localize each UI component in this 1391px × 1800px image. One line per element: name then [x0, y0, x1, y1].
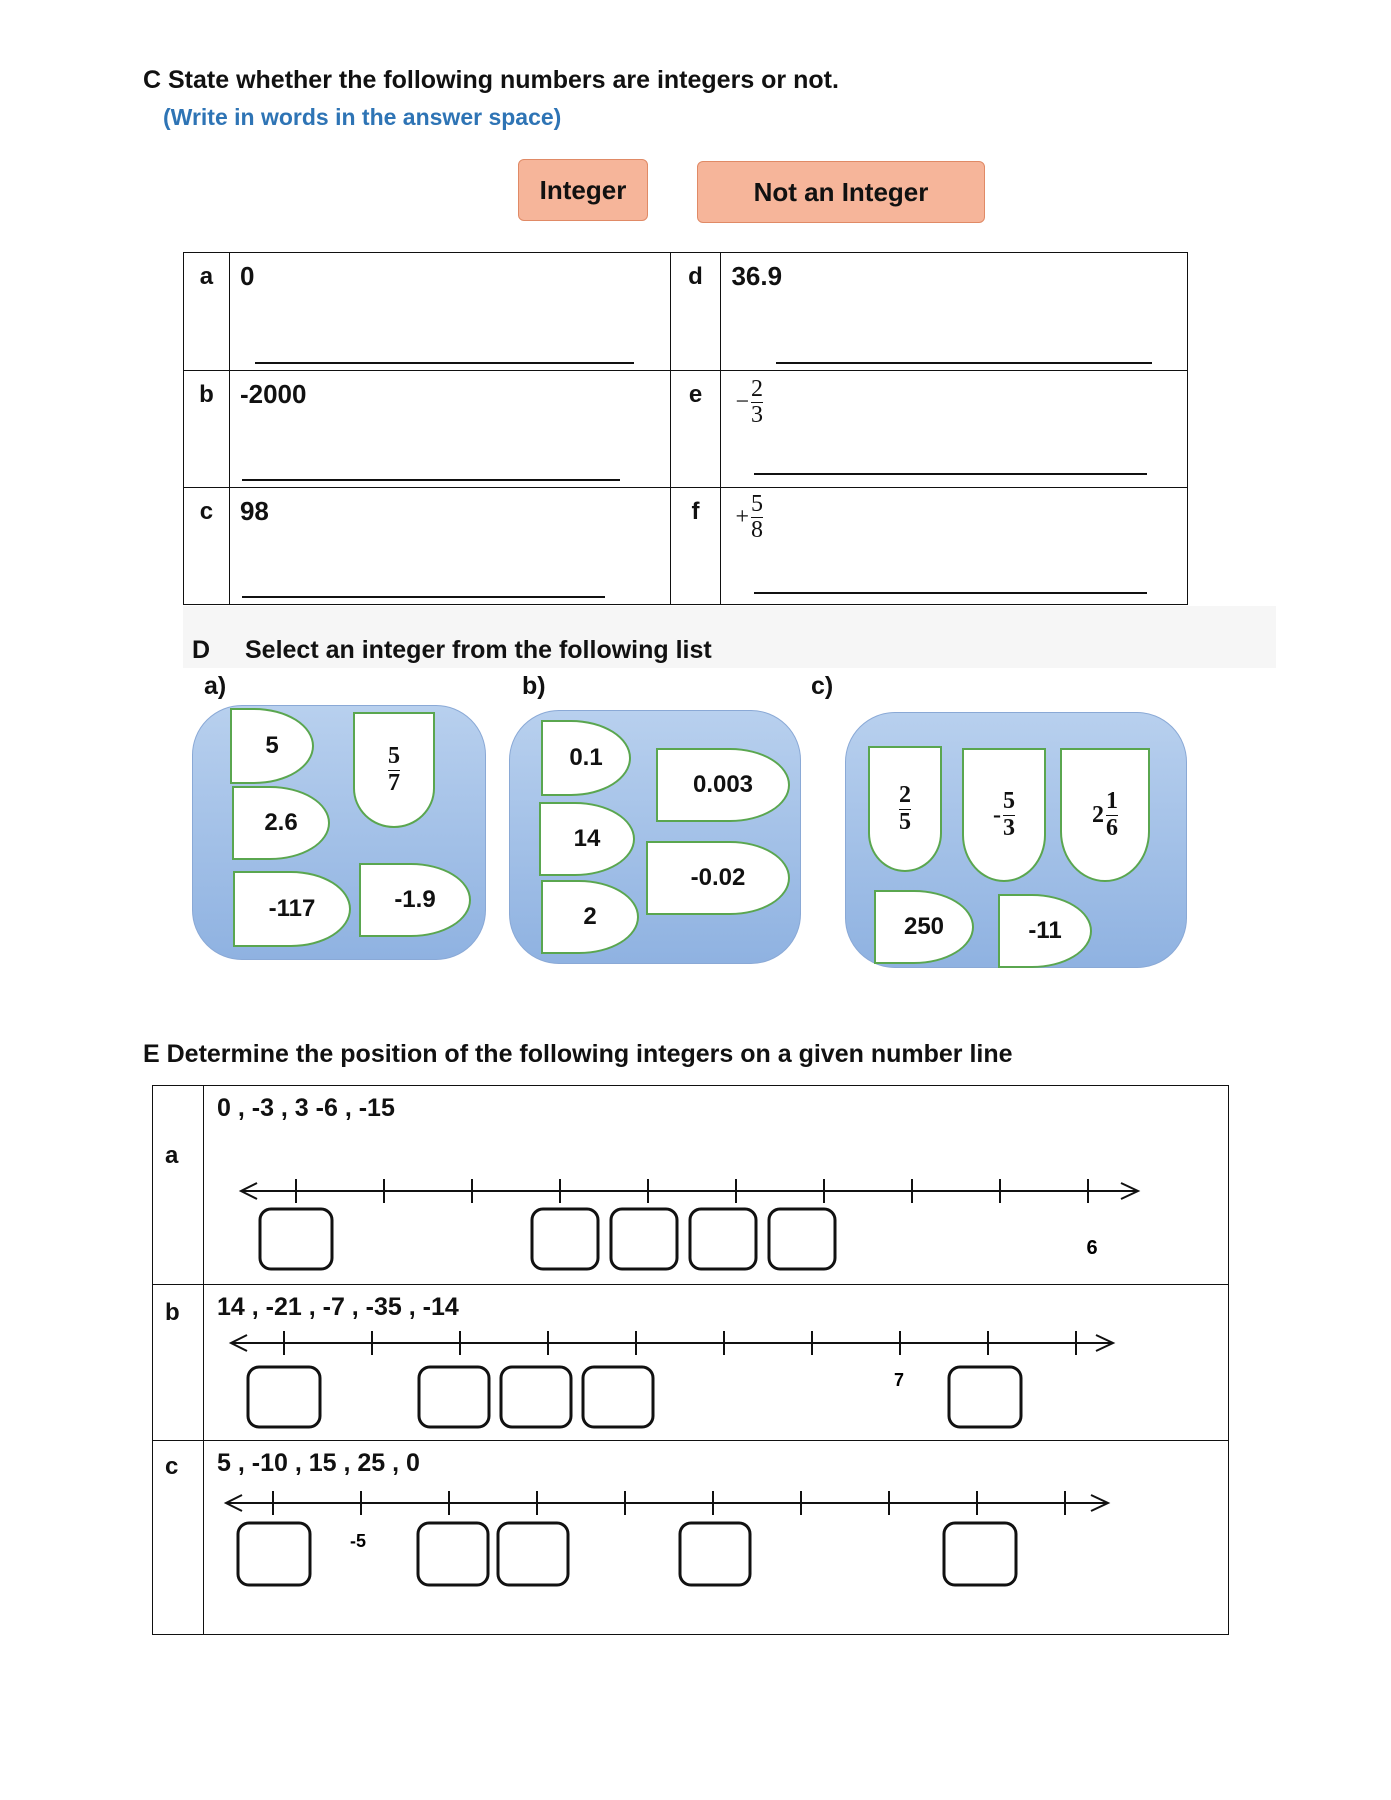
whole-2-1-6: 2	[1092, 801, 1104, 828]
section-c-table	[183, 252, 1188, 605]
answer-box-c-5	[944, 1523, 1016, 1585]
number-line-b	[223, 1325, 1143, 1439]
choice-a-1-9[interactable]: -1.9	[359, 863, 471, 937]
sign-f: +	[735, 504, 750, 531]
choice-a-2-6[interactable]: 2.6	[232, 786, 330, 860]
section-d-title: Select an integer from the following list	[245, 636, 712, 664]
value-f	[721, 488, 1188, 605]
section-c-title: C State whether the following numbers are integers or not.	[143, 66, 839, 94]
answer-box-a-3	[611, 1209, 677, 1269]
row-letter-a: a	[184, 253, 230, 371]
fraction-1-6: $\frac{1}{6}$	[1106, 788, 1118, 841]
row-e-list-a: 0 , -3 , 3 -6 , -15	[217, 1094, 395, 1122]
row-letter-d: d	[670, 253, 721, 371]
value-c: 98	[229, 488, 670, 605]
row-letter-e: e	[670, 371, 721, 488]
row-letter-c: c	[184, 488, 230, 605]
answer-box-b-2	[419, 1367, 489, 1427]
choice-b-0-02[interactable]: -0.02	[646, 841, 790, 915]
row-letter-b: b	[184, 371, 230, 488]
fraction-5-7: $\frac{5}{7}$	[388, 743, 400, 796]
tick-label-b: 7	[893, 1370, 905, 1390]
value-a: 0	[229, 253, 670, 371]
choice-c-2-5[interactable]	[868, 746, 942, 872]
tick-label-c: -5	[349, 1531, 367, 1551]
fraction-5-3: $\frac{5}{3}$	[1003, 788, 1015, 841]
row-e-a	[153, 1086, 1228, 1285]
value-e	[721, 371, 1188, 488]
sign-e: −	[735, 389, 750, 416]
group-b-label: b)	[522, 672, 546, 700]
answer-box-a-4	[690, 1209, 756, 1269]
answer-line-c[interactable]	[242, 596, 605, 598]
choice-b-2[interactable]: 2	[541, 880, 639, 954]
row-letter-f: f	[670, 488, 721, 605]
answer-line-f[interactable]	[754, 592, 1147, 594]
number-line-c	[218, 1479, 1138, 1599]
section-c-instruction: (Write in words in the answer space)	[163, 104, 562, 130]
choice-a-117[interactable]: -117	[233, 871, 351, 947]
answer-box-a-2	[532, 1209, 598, 1269]
group-c-label: c)	[811, 672, 834, 700]
answer-line-a[interactable]	[255, 362, 634, 364]
row-e-list-c: 5 , -10 , 15 , 25 , 0	[217, 1449, 420, 1477]
row-e-letter-c: c	[165, 1453, 179, 1480]
row-e-c	[153, 1441, 1228, 1635]
group-a-label: a)	[204, 672, 227, 700]
answer-box-c-4	[680, 1523, 750, 1585]
choice-a-5-7[interactable]	[353, 712, 435, 828]
choice-c-11[interactable]: -11	[998, 894, 1092, 968]
fraction-2-5: $\frac{2}{5}$	[899, 782, 911, 835]
tick-label-a: 6	[1086, 1237, 1098, 1259]
row-e-letter-a: a	[165, 1142, 179, 1169]
option-not-integer: Not an Integer	[697, 161, 985, 223]
answer-box-b-4	[583, 1367, 653, 1427]
section-e-title: E Determine the position of the following integers on a given number line	[143, 1040, 1013, 1068]
answer-line-b[interactable]	[242, 479, 620, 481]
option-integer: Integer	[518, 159, 648, 221]
answer-box-a-5	[769, 1209, 835, 1269]
row-e-b	[153, 1285, 1228, 1441]
number-line-a	[233, 1166, 1163, 1276]
answer-box-a-1	[260, 1209, 332, 1269]
choice-b-0-1[interactable]: 0.1	[541, 720, 631, 796]
row-e-list-b: 14 , -21 , -7 , -35 , -14	[217, 1293, 459, 1321]
value-d: 36.9	[721, 253, 1188, 371]
section-d-letter: D	[192, 636, 211, 664]
choice-c-2-1-6[interactable]	[1060, 748, 1150, 882]
choice-b-14[interactable]: 14	[539, 802, 635, 876]
fraction-e: $\frac{2}{3}$	[751, 376, 764, 429]
row-e-letter-b: b	[165, 1299, 180, 1326]
choice-c-250[interactable]: 250	[874, 890, 974, 964]
choice-b-0-003[interactable]: 0.003	[656, 748, 790, 822]
value-b: -2000	[229, 371, 670, 488]
section-e-table	[152, 1085, 1229, 1635]
answer-box-c-1	[238, 1523, 310, 1585]
answer-box-c-2	[418, 1523, 488, 1585]
sign-neg-5-3: -	[993, 801, 1001, 828]
choice-a-5[interactable]: 5	[230, 708, 314, 784]
fraction-f: $\frac{5}{8}$	[751, 491, 764, 544]
answer-line-e[interactable]	[754, 473, 1147, 475]
answer-line-d[interactable]	[776, 362, 1152, 364]
answer-box-b-3	[501, 1367, 571, 1427]
answer-box-c-3	[498, 1523, 568, 1585]
answer-box-b-1	[248, 1367, 320, 1427]
answer-box-b-5	[949, 1367, 1021, 1427]
choice-c-neg-5-3[interactable]	[962, 748, 1046, 882]
